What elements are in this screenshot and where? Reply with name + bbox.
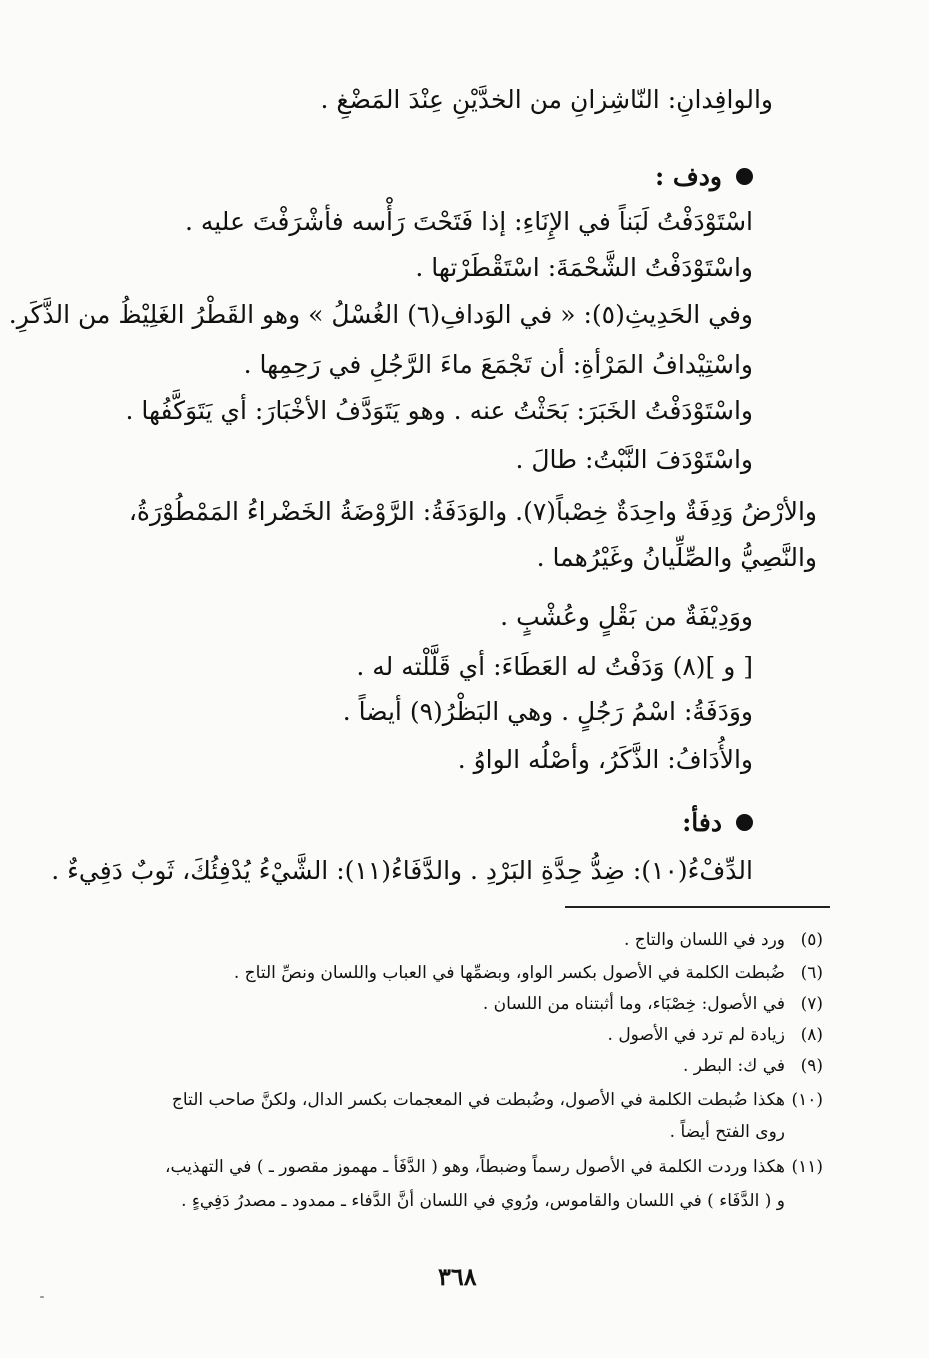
footnote-7: (٧)في الأصول: خِصْبَاء، وما أثبتناه من اللسان . <box>482 994 823 1014</box>
footnote-11: (١١)هكذا وردت الكلمة في الأصول رسماً وضبطاً، وهو ( الدَّفَأ ـ مهموز مقصور ـ ) في التهذيب، <box>165 1157 823 1177</box>
entry-line: والأرْضُ وَدِفَةٌ واحِدَةٌ خِصْباً(٧). والوَدَفَةُ: الرَّوْضَةُ الخَضْراءُ المَمْطُوْرَةُ، <box>128 497 817 526</box>
footnote-9: (٩)في ك: البطر . <box>682 1056 823 1076</box>
entry-line: [ و ](٨) وَدَفْتُ له العَطَاءَ: أي قَلَّلْته له . <box>356 652 753 681</box>
entry-line: الدِّفْءُ(١٠): ضِدُّ حِدَّةِ البَرْدِ . والدَّفَاءُ(١١): الشَّيْءُ يُدْفِئُكَ، ثَوبٌ دَفِيءٌ . <box>51 856 753 885</box>
entry-line: واسْتَوْدَفَ النَّبْتُ: طالَ . <box>515 445 753 474</box>
footnote-5: (٥)ورد في اللسان والتاج . <box>623 930 823 950</box>
footnote-6: (٦)ضُبطت الكلمة في الأصول بكسر الواو، وبضمِّها في العباب واللسان ونصِّ التاج . <box>233 963 823 983</box>
footnote-separator <box>565 906 830 908</box>
entry-line: والنَّصِيُّ والصِّلِّيانُ وغَيْرُهما . <box>536 543 817 572</box>
page-number: ٣٦٨ <box>438 1262 477 1291</box>
bullet-icon <box>736 814 753 831</box>
entry-line: والوافِدانِ: النّاشِزانِ من الخدَّيْنِ عِنْدَ المَضْغِ . <box>320 85 773 114</box>
entry-line: ووَدَفَةُ: اسْمُ رَجُلٍ . وهي البَظْرُ(٩) أيضاً . <box>342 697 753 726</box>
heading-label: ودف : <box>654 162 722 191</box>
entry-heading-wadaf <box>655 157 753 197</box>
bullet-icon <box>736 168 753 185</box>
entry-line: واسْتَوْدَفْتُ الخَبَرَ: بَحَثْتُ عنه . وهو يَتَوَدَّفُ الأخْبَارَ: أي يَتَوَكَّفُها . <box>125 396 753 425</box>
entry-line: والأُدَافُ: الذَّكَرُ، وأصْلُه الواوُ . <box>457 745 753 774</box>
entry-line: وفي الحَدِيثِ(٥): « في الوَدافِ(٦) الغُسْلُ » وهو القَطْرُ الغَلِيْظُ من الذَّكَرِ. <box>8 300 753 329</box>
footnote-10: (١٠)هكذا ضُبطت الكلمة في الأصول، وضُبطت في المعجمات بكسر الدال، ولكنَّ صاحب التاج <box>171 1090 823 1110</box>
entry-line: واسْتِيْدافُ المَرْأةِ: أن تَجْمَعَ ماءَ الرَّجُلِ في رَحِمِها . <box>243 350 753 379</box>
entry-line: ووَدِيْفَةٌ من بَقْلٍ وعُشْبٍ . <box>500 602 753 631</box>
scan-speck <box>40 1296 44 1298</box>
entry-heading-dafa <box>682 803 753 843</box>
entry-line: اسْتَوْدَفْتُ لَبَناً في الإِنَاءِ: إذا فَتَحْتَ رَأْسه فأشْرَفْتَ عليه . <box>184 207 753 236</box>
heading-label: دفأ: <box>682 808 722 837</box>
footnote-10-cont: روى الفتح أيضاً . <box>669 1122 785 1142</box>
entry-line: واسْتَوْدَفْتُ الشَّحْمَةَ: اسْتَقْطَرْتها . <box>415 253 753 282</box>
footnote-11-cont: و ( الدَّفَاء ) في اللسان والقاموس، ورُوي في اللسان أنَّ الدَّفاء ـ ممدود ـ مصدرُ دَفِيءٍ . <box>181 1191 785 1211</box>
footnote-8: (٨)زيادة لم ترد في الأصول . <box>607 1025 823 1045</box>
